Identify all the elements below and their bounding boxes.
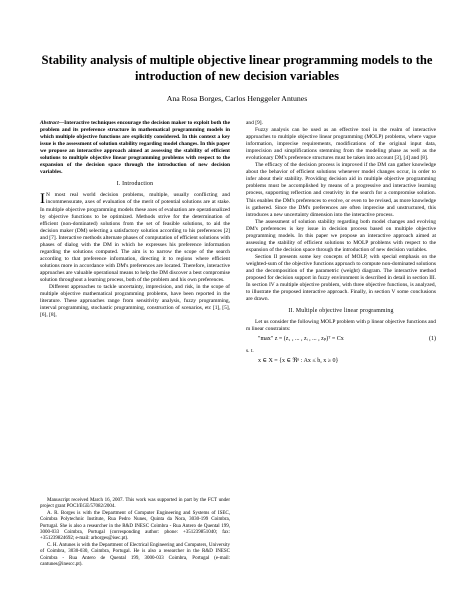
subject-to-label: s. t. bbox=[246, 348, 254, 355]
paper-authors: Ana Rosa Borges, Carlos Henggeler Antunes bbox=[166, 94, 308, 103]
section-heading-molp: II. Multiple objective linear programming bbox=[288, 308, 394, 315]
drop-cap: I bbox=[40, 191, 45, 208]
paper-title: Stability analysis of multiple objective linear programming models to the introduction of new decision variables bbox=[41, 53, 433, 83]
intro-paragraph-1 bbox=[40, 192, 230, 284]
right-paragraph-3: The assessment of solution stability regarding both model changes and evolving DM's preferences is key issue in decision process based on multiple objective programming models. In this paper we propose an interactive approach aimed at assessing the stability of efficient solutions to MOLP problems with respect to the expansion of the decision space through the introduction of new decision variables. bbox=[246, 218, 436, 253]
section-heading-introduction: I. Introduction bbox=[116, 181, 154, 188]
footnotes bbox=[40, 498, 230, 568]
right-column bbox=[246, 120, 436, 368]
footnote-author-borges: A. R. Borges is with the Department of Computer Engineering and Systems of ISEC, Coimbra Polytechnic Institute, Rua Pedro Nunes, Quinta da Nora, 3030-199 Coimbra, Portugal. She is also a researcher in the R&D INESC Coimbra - Rua Antero de Quental 199, 3000-033 Coimbra, Portugal (corresponding author: phone: +351239851040; fax: +351239824692; e-mail: arborges@isec.pt). bbox=[40, 510, 230, 542]
right-paragraph-1: Fuzzy analysis can be used as an effective tool in the realm of interactive approaches to multiple objective linear programming (MOLP) problems, where vague information, imprecise requirements, modifications of the original input data, imprecision and simplifications stemming from the modeling phase as well as the evolutionary DM's preference structures must be taken into account [3], [4] and [8]. bbox=[246, 127, 436, 162]
abstract-label: Abstract bbox=[40, 120, 59, 126]
left-column bbox=[40, 120, 230, 319]
right-paragraph-4: Section II presents some key concepts of MOLP, with special emphasis on the weighted-sum of the objective functions approach to compute non-dominated solutions and the decomposition of the parametric (weight) diagram. The interactive method proposed for decision support in fuzzy environment is described in detail in section III. In section IV a multiple objective problem, with three objective functions, is analyzed, to illustrate the proposed interactive approach. Finally, in section V some conclusions are drawn. bbox=[246, 253, 436, 303]
intro-paragraph-2: Different approaches to tackle uncertainty, imprecision, and risk, in the scope of multiple objective mathematical programming problems, have been reported in the literature. These approaches range from sensitivity analysis, fuzzy programming, interval programming, stochastic programming, construction of scenarios, etc [1], [5], [6], [8], bbox=[40, 284, 230, 319]
equation-2-body: x ∈ X = {x ∈ ℜⁿ : Ax ≤ b, x ≥ 0} bbox=[258, 358, 339, 365]
intro-paragraph-1-text: N most real world decision problems, multiple, usually conflicting and incommensurate, axes of evaluation of the merit of potential solutions are at stake. In multiple objective programming models these axes of evaluation are operationalized by objective functions to be optimized. Methods strive for the determination of efficient (non-dominated) solutions from the set of feasible solutions, to aid the decision maker (DM) selecting a satisfactory solution according to his preferences [2] and [7]. Interactive methods alternate phases of computation of efficient solutions with phases of dialog with the DM in which he expresses his preference information regarding the solutions computed. The aim is to narrow the scope of the search according to that preference information, directing it to regions where efficient solutions more in accordance with DM's preferences are located. Therefore, interactive approaches are valuable operational means to help the DM discover a best compromise solution throughout a learning process, both of the problem and his own preferences. bbox=[40, 192, 230, 283]
footnote-received: Manuscript received March 16, 2007. This work was supported in part by the FCT under project grant POCI/EGE/57082/2004. bbox=[40, 498, 230, 510]
equation-1-body: "max" z = (z₁ , ... , zᵢ , ... , zₚ)ᵀ = Cx bbox=[258, 336, 344, 343]
right-paragraph-2: The efficacy of the decision process is improved if the DM can gather knowledge about the behavior of efficient solutions whenever model changes occur, in order to infer about their stability. Providing decision aid in multiple objective programming problems must be accomplished by means of a progressive and interactive learning process, supporting reflection and creativity in the search for a compromise solution. This enables the DM's preferences to evolve, or even to be revised, as more knowledge is gathered. Since the DM's preferences are often imprecise and unstructured, this introduces a new uncertainty dimension into the interactive process. bbox=[246, 162, 436, 218]
footnote-author-antunes: C. H. Antunes is with the Department of Electrical Engineering and Computers, University of Coimbra, 3030-030, Coimbra, Portugal. He is also a researcher in the R&D INESC Coimbra - Rua Antero de Quental 199, 3000-033 Coimbra, Portugal (e-mail: cantunes@inescc.pt). bbox=[40, 542, 230, 568]
equation-1 bbox=[246, 336, 436, 346]
equation-1-number: (1) bbox=[429, 336, 436, 343]
equation-2 bbox=[246, 358, 436, 368]
abstract-text: —Interactive techniques encourage the decision maker to exploit both the problem and its preference structure in mathematical programming models in which multiple objective functions are explicitly considered. In this context a key issue is the assessment of solution stability regarding model changes. In this paper we propose an interactive approach aimed at assessing the stability of efficient solutions to multiple objective linear programming problems with respect to the expansion of the decision space through the introduction of new decision variables. bbox=[40, 120, 230, 176]
right-paragraph-0: and [9]. bbox=[246, 120, 263, 126]
right-paragraph-5: Let us consider the following MOLP problem with p linear objective functions and m linear constraints: bbox=[246, 319, 436, 333]
abstract bbox=[40, 120, 230, 176]
